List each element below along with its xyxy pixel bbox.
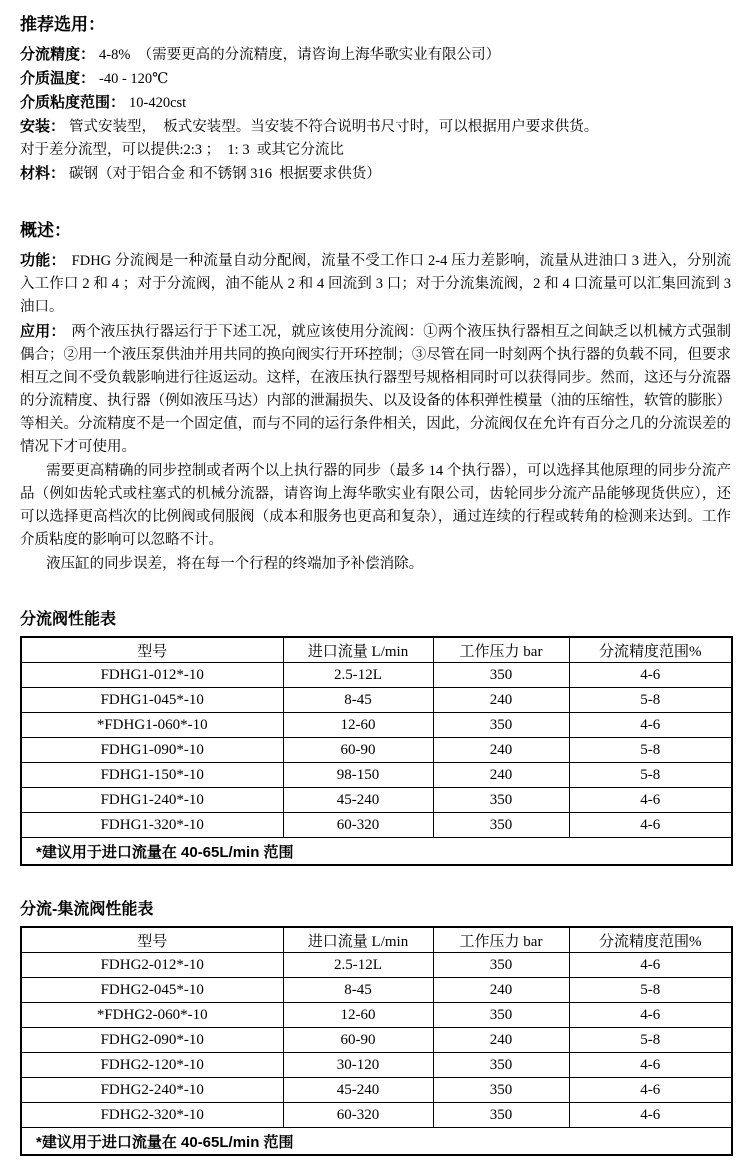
- table-cell: FDHG2-320*-10: [21, 1103, 283, 1128]
- combiner-performance-table: [20, 926, 733, 1156]
- overview-title: 概述：: [20, 221, 71, 240]
- table-cell: 2.5-12L: [283, 953, 433, 978]
- table-footnote-row: [21, 838, 732, 866]
- overview-paragraph: 需要更高精确的同步控制或者两个以上执行器的同步（最多 14 个执行器），可以选择其他原理的同步分流产品（例如齿轮式或柱塞式的机械分流器，请咨询上海华歌实业有限公司，齿轮同步分流产品能够现货供应），还可以选择更高档次的比例阀或伺服阀（成本和服务也更高和复杂），通过连续的行程或转角的检测来达到。工作介质粘度的影响可以忽略不计。: [20, 463, 731, 548]
- table-footnote: *建议用于进口流量在 40-65L/min 范围: [21, 838, 732, 866]
- divider-table-title: 分流阀性能表: [20, 611, 117, 628]
- table-cell: FDHG1-320*-10: [21, 813, 283, 838]
- spec-value: 4-8% （需要更高的分流精度，请咨询上海华歌实业有限公司）: [99, 47, 501, 63]
- table-cell: *FDHG1-060*-10: [21, 713, 283, 738]
- table-cell: 4-6: [569, 1103, 732, 1128]
- spec-line: [20, 67, 731, 91]
- table-cell: 350: [433, 813, 569, 838]
- table-row: [21, 1053, 732, 1078]
- spec-line: [20, 91, 731, 115]
- table-cell: 350: [433, 663, 569, 688]
- divider-table-section: [20, 606, 731, 866]
- spec-value: 10-420cst: [129, 95, 187, 111]
- table-row: [21, 953, 732, 978]
- table-footnote-row: [21, 1128, 732, 1156]
- table-row: [21, 813, 732, 838]
- table-cell: FDHG2-240*-10: [21, 1078, 283, 1103]
- spec-value: 碳钢（对于铝合金 和不锈钢 316 根据要求供货）: [69, 166, 381, 182]
- divider-table-body: [21, 637, 732, 865]
- table-cell: 4-6: [569, 953, 732, 978]
- table-cell: 12-60: [283, 1003, 433, 1028]
- table-cell: 4-6: [569, 713, 732, 738]
- spec-label: 分流精度：: [20, 46, 96, 63]
- overview-paragraph: 应用： 两个液压执行器运行于下述工况，就应该使用分流阀：①两个液压执行器相互之间缺乏以机械方式强制偶合；②用一个液压泵供油并用共同的换向阀实行开环控制；③尽管在同一时刻两个执行器的负载不同，但要求相互之间不受负载影响进行往返运动。这样，在液压执行器型号规格相同时可以获得同步。然而，这还与分流器的分流精度、执行器（例如液压马达）内部的泄漏损失、以及设备的体积弹性模量（油的压缩性，软管的膨胀）等相关。分流精度不是一个固定值，而与不同的运行条件相关，因此，分流阀仅在允许有百分之几的分流误差的情况下才可使用。: [20, 323, 731, 455]
- table-cell: 4-6: [569, 788, 732, 813]
- table-row: [21, 978, 732, 1003]
- column-header: 进口流量 L/min: [283, 637, 433, 663]
- spec-label: 材料：: [20, 165, 66, 182]
- paragraph-label: 应用：: [20, 323, 66, 340]
- table-cell: 4-6: [569, 1078, 732, 1103]
- combiner-table-section: [20, 896, 731, 1156]
- table-cell: FDHG1-045*-10: [21, 688, 283, 713]
- column-header: 工作压力 bar: [433, 927, 569, 953]
- table-cell: 4-6: [569, 813, 732, 838]
- table-cell: FDHG2-120*-10: [21, 1053, 283, 1078]
- table-cell: 350: [433, 1053, 569, 1078]
- table-cell: 8-45: [283, 688, 433, 713]
- table-cell: 12-60: [283, 713, 433, 738]
- table-cell: 5-8: [569, 763, 732, 788]
- combiner-table-body: [21, 927, 732, 1155]
- table-cell: FDHG2-090*-10: [21, 1028, 283, 1053]
- spec-line: [20, 115, 731, 139]
- column-header: 分流精度范围%: [569, 927, 732, 953]
- table-cell: 4-6: [569, 663, 732, 688]
- table-cell: *FDHG2-060*-10: [21, 1003, 283, 1028]
- table-footnote: *建议用于进口流量在 40-65L/min 范围: [21, 1128, 732, 1156]
- table-header-row: [21, 927, 732, 953]
- divider-performance-table: [20, 636, 733, 866]
- table-header-row: [21, 637, 732, 663]
- table-cell: FDHG1-150*-10: [21, 763, 283, 788]
- table-row: [21, 1003, 732, 1028]
- spec-label: 安装：: [20, 118, 66, 135]
- table-row: [21, 738, 732, 763]
- table-cell: 5-8: [569, 738, 732, 763]
- table-cell: 45-240: [283, 788, 433, 813]
- combiner-table-title: 分流-集流阀性能表: [20, 901, 154, 918]
- column-header: 工作压力 bar: [433, 637, 569, 663]
- column-header: 进口流量 L/min: [283, 927, 433, 953]
- table-cell: 2.5-12L: [283, 663, 433, 688]
- table-cell: 350: [433, 953, 569, 978]
- table-cell: 240: [433, 978, 569, 1003]
- table-cell: 60-320: [283, 813, 433, 838]
- table-cell: 350: [433, 1103, 569, 1128]
- table-cell: 45-240: [283, 1078, 433, 1103]
- table-cell: 60-90: [283, 738, 433, 763]
- table-cell: 4-6: [569, 1003, 732, 1028]
- table-row: [21, 763, 732, 788]
- spec-label: 介质粘度范围：: [20, 94, 126, 111]
- table-cell: FDHG1-090*-10: [21, 738, 283, 763]
- overview-paragraphs: [20, 249, 731, 576]
- table-cell: 5-8: [569, 978, 732, 1003]
- column-header: 型号: [21, 927, 283, 953]
- recommend-section: [20, 10, 731, 186]
- table-row: [21, 788, 732, 813]
- table-cell: 60-90: [283, 1028, 433, 1053]
- spec-value: 管式安装型， 板式安装型。当安装不符合说明书尺寸时，可以根据用户要求供货。: [69, 119, 599, 135]
- overview-paragraph: 功能： FDHG 分流阀是一种流量自动分配阀，流量不受工作口 2-4 压力差影响，流量从进油口 3 进入，分别流入工作口 2 和 4 ；对于分流阀，油不能从 2 和 4 回流到 3 口；对于分流集流阀，2 和 4 口流量可以汇集回流到 3 油口。: [20, 252, 731, 315]
- table-cell: 5-8: [569, 1028, 732, 1053]
- table-cell: 240: [433, 738, 569, 763]
- spec-line: [20, 162, 731, 186]
- table-cell: FDHG2-045*-10: [21, 978, 283, 1003]
- table-row: [21, 1028, 732, 1053]
- table-cell: 350: [433, 713, 569, 738]
- spec-value: -40 - 120℃: [99, 71, 169, 87]
- table-cell: FDHG1-012*-10: [21, 663, 283, 688]
- table-cell: 240: [433, 688, 569, 713]
- overview-paragraph: 液压缸的同步误差，将在每一个行程的终端加予补偿消除。: [46, 556, 424, 572]
- paragraph-label: 功能：: [20, 252, 66, 269]
- table-cell: 350: [433, 1078, 569, 1103]
- table-cell: FDHG1-240*-10: [21, 788, 283, 813]
- column-header: 分流精度范围%: [569, 637, 732, 663]
- spec-label: 介质温度：: [20, 70, 96, 87]
- table-row: [21, 713, 732, 738]
- table-cell: 240: [433, 763, 569, 788]
- table-cell: 4-6: [569, 1053, 732, 1078]
- table-cell: 60-320: [283, 1103, 433, 1128]
- column-header: 型号: [21, 637, 283, 663]
- spec-line: [20, 43, 731, 67]
- table-cell: 30-120: [283, 1053, 433, 1078]
- table-cell: 5-8: [569, 688, 732, 713]
- recommend-items: [20, 43, 731, 186]
- table-cell: 8-45: [283, 978, 433, 1003]
- overview-section: [20, 216, 731, 576]
- table-cell: 350: [433, 788, 569, 813]
- table-row: [21, 663, 732, 688]
- table-cell: FDHG2-012*-10: [21, 953, 283, 978]
- spec-value: 对于差分流型，可以提供:2:3 ； 1: 3 或其它分流比: [20, 142, 344, 158]
- table-cell: 98-150: [283, 763, 433, 788]
- table-cell: 240: [433, 1028, 569, 1053]
- recommend-title: 推荐选用：: [20, 15, 105, 34]
- table-row: [21, 1078, 732, 1103]
- table-cell: 350: [433, 1003, 569, 1028]
- spec-line: [20, 139, 731, 162]
- table-row: [21, 688, 732, 713]
